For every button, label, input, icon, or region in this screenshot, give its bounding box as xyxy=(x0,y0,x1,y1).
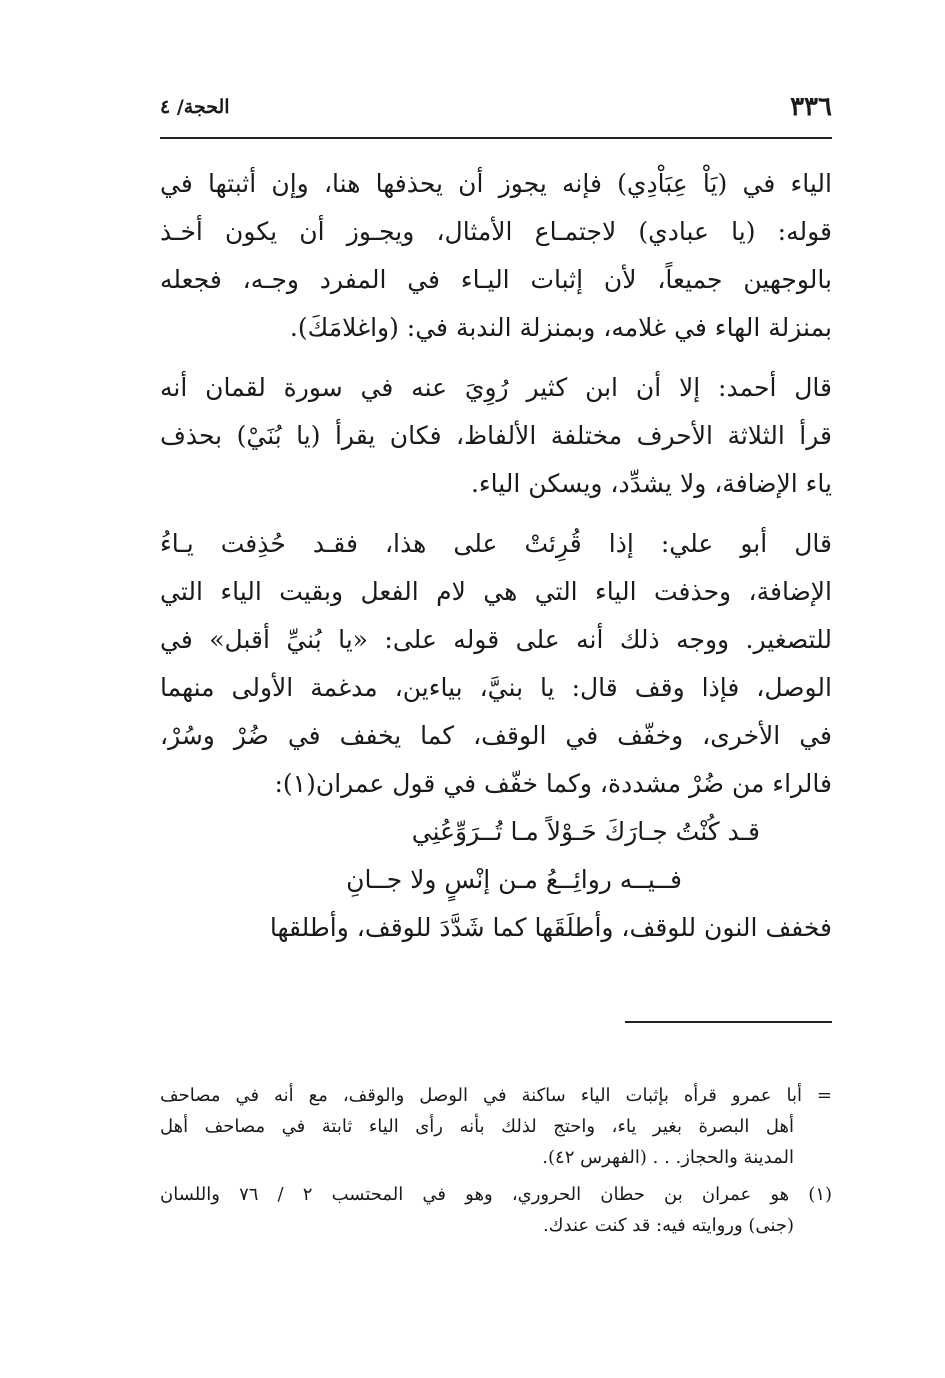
text-line: للتصغير. ووجه ذلك أنه على قوله على: «يا بُنيِّ أقبل» في xyxy=(160,625,832,654)
footnote-line xyxy=(160,1080,832,1111)
footnote-line: أهل البصرة بغير ياء، واحتج لذلك بأنه رأى الياء ثابتة في مصاحف أهل xyxy=(160,1116,794,1137)
text-line: بمنزلة الهاء في غلامه، وبمنزلة الندبة في: (واغلامَكَ). xyxy=(289,313,832,342)
text-line: الوصل، فإذا وقف قال: يا بنيَّ، بياءين، مدغمة الأولى منهما xyxy=(160,673,832,702)
page-header xyxy=(160,88,832,132)
text-line: قرأ الثلاثة الأحرف مختلفة الألفاظ، فكان يقرأ (يا بُنَيْ) بحذف xyxy=(160,421,832,450)
text-line: ياء الإضافة، ولا يشدِّد، ويسكن الياء. xyxy=(470,469,832,498)
footnote-text: أبا عمرو قرأه بإثبات الياء ساكنة في الوصل والوقف، مع أنه في مصاحف xyxy=(160,1085,802,1106)
text-line: فخفف النون للوقف، وأطلَقَها كما شَدَّدَ للوقف، وأطلقها xyxy=(269,913,832,942)
text-line: قال أحمد: إلا أن ابن كثير رُوِيَ عنه في سورة لقمان أنه xyxy=(160,373,832,402)
text-line: بالوجهين جميعاً، لأن إثبات اليـاء في المفرد وجـه، فجعله xyxy=(160,265,832,294)
text-line: الياء في (يَاْ عِبَاْدِي) فإنه يجوز أن يحذفها هنا، وإن أثبتها في xyxy=(160,169,832,198)
text-line: الإضافة، وحذفت الياء التي هي لام الفعل وبقيت الياء التي xyxy=(160,577,832,606)
text-line: في الأخرى، وخفّف في الوقف، كما يخفف في ضُرْ وسُرْ، xyxy=(160,721,832,750)
footnotes xyxy=(160,1080,832,1241)
continuation-marker: = xyxy=(816,1085,832,1106)
text-line: قال أبو علي: إذا قُرِئتْ على هذا، فقـد حُذِفت يـاءُ xyxy=(160,529,832,558)
footnote-1-line: (١) هو عمران بن حطان الحروري، وهو في المحتسب ٢ / ٧٦ واللسان xyxy=(160,1184,832,1205)
footnote-divider xyxy=(625,1021,832,1023)
verse-line-1: قـد كُنْتُ جـارَكَ حَـوْلاً مـا تُــرَوِّعُنِي xyxy=(411,817,760,846)
text-line: فالراء من ضُرْ مشددة، وكما خفّف في قول عمران(١): xyxy=(274,769,832,798)
header-divider xyxy=(160,137,832,139)
main-text xyxy=(160,160,832,952)
footnote-line: المدينة والحجاز. . . (الفهرس ٤٢). xyxy=(542,1147,794,1168)
text-line: قوله: (يا عبادي) لاجتمـاع الأمثال، ويجـوز أن يكون أخـذ xyxy=(160,217,832,246)
page-number: ٣٣٦ xyxy=(790,92,832,122)
running-title: الحجة/ ٤ xyxy=(160,96,230,118)
footnote-1-line: (جنى) وروايته فيه: قد كنت عندك. xyxy=(542,1215,794,1236)
verse-line-2: فــيــه روائِــعُ مـن إنْسٍ ولا جــانِ xyxy=(346,865,682,894)
